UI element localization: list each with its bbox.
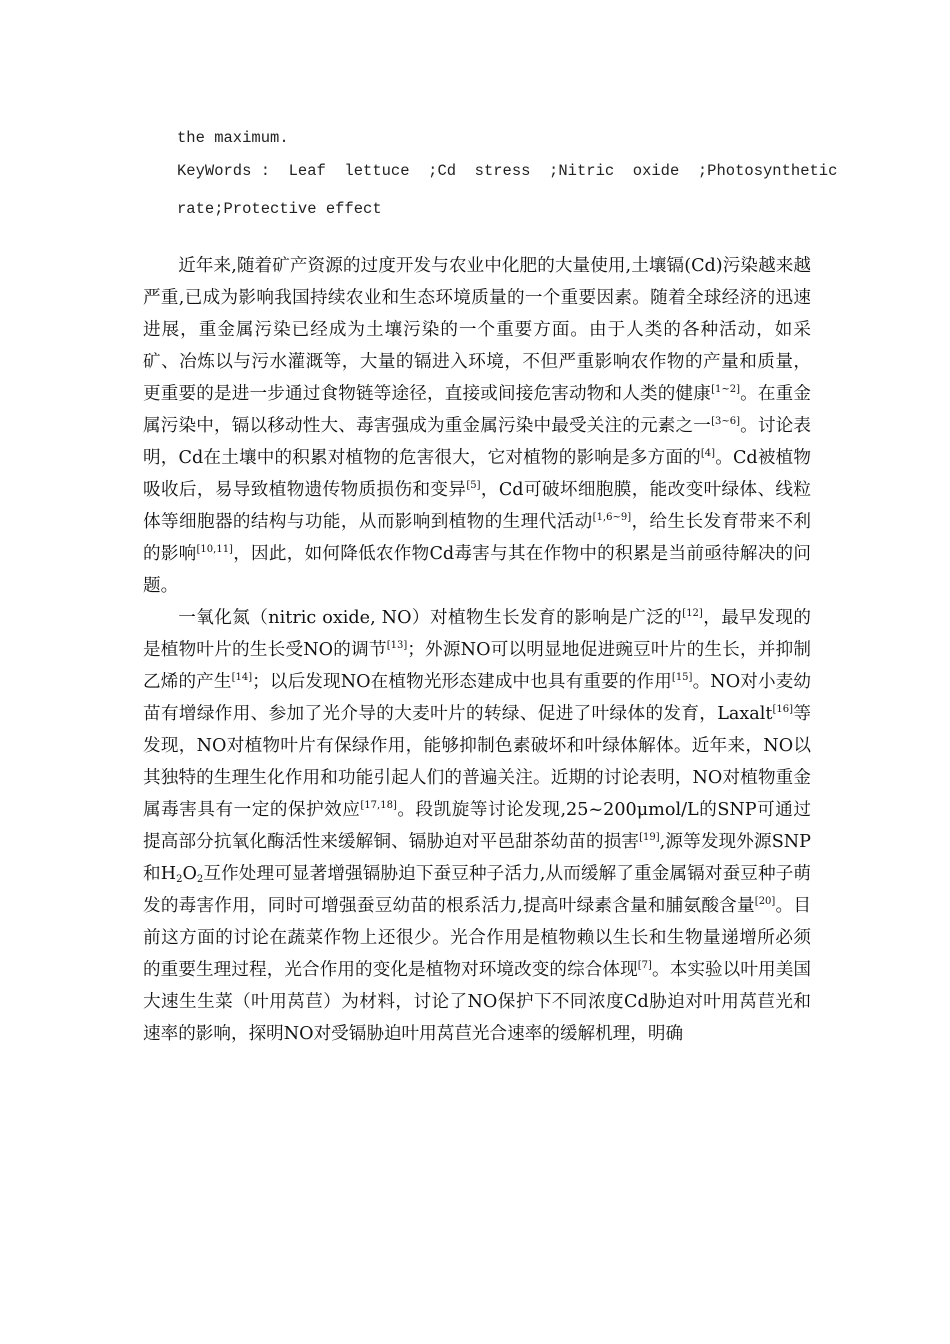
- text-run: 等发现，NO对植物叶片有保绿作用，能够抑制色素破坏和叶绿体解体。近年来，NO以其独特的生理生化作用和功能引起人们的普遍关注。近期的讨论表明，NO对植物重金属毒害具有一定的保护效应: [143, 704, 811, 820]
- text-run: 。Cd被植物吸收后，易导致植物遗传物质损伤和变异: [143, 448, 811, 500]
- text-run: ；以后发现NO在植物光形态建成中也具有重要的作用: [252, 672, 672, 692]
- text-run: ，Cd可破坏细胞膜，能改变叶绿体、线粒体等细胞器的结构与功能，从而影响到植物的生理代活动: [143, 480, 811, 532]
- paragraph-nitric-oxide: [143, 602, 811, 1050]
- citation: [20]: [754, 896, 776, 907]
- citation: [1,6~9]: [592, 512, 632, 523]
- citation: [4]: [700, 448, 716, 459]
- citation: [12]: [682, 608, 703, 619]
- body-text: [143, 250, 811, 1050]
- subscript: 2: [176, 874, 183, 885]
- citation: [14]: [231, 672, 253, 683]
- citation: [13]: [386, 640, 408, 651]
- text-run: 。目前这方面的讨论在蔬菜作物上还很少。光合作用是植物赖以生长和生物量递增所必须的重要生理过程，光合作用的变化是植物对环境改变的综合体现: [143, 896, 811, 980]
- citation: [15]: [671, 672, 693, 683]
- citation: [16]: [772, 704, 794, 715]
- text-run: O: [182, 864, 197, 884]
- citation: [10,11]: [196, 544, 233, 555]
- citation: [3~6]: [711, 416, 740, 427]
- text-run: 互作处理可显著增强镉胁迫下蚕豆种子活力,从而缓解了重金属镉对蚕豆种子萌发的毒害作用，同时可增强蚕豆幼苗的根系活力,提高叶绿素含量和脯氨酸含量: [143, 864, 811, 916]
- text-run: 一氧化氮（nitric oxide, NO）对植物生长发育的影响是广泛的: [178, 608, 683, 628]
- citation: [1~2]: [711, 384, 740, 395]
- text-run: ，给生长发育带来不利的影响: [143, 512, 811, 564]
- citation: [17,18]: [360, 800, 397, 811]
- abstract-tail-line: the maximum.: [177, 129, 289, 147]
- text-run: ，因此，如何降低农作物Cd毒害与其在作物中的积累是当前亟待解决的问题。: [143, 544, 811, 596]
- text-run: ；外源NO可以明显地促进豌豆叶片的生长，并抑制乙烯的产生: [143, 640, 811, 692]
- text-run: 近年来,随着矿产资源的过度开发与农业中化肥的大量使用,土壤镉(Cd)污染越来越严重,已成为影响我国持续农业和生态环境质量的一个重要因素。随着全球经济的迅速进展，重金属污染已经成为土壤污染的一个重要方面。由于人类的各种活动，如采矿、冶炼以与污水灌溉等，大量的镉进入环境，不但严重影响农作物的产量和质量，更重要的是进一步通过食物链等途径，直接或间接危害动物和人类的健康: [143, 256, 811, 404]
- text-run: 。本实验以叶用美国大速生生菜（叶用莴苣）为材料，讨论了NO保护下不同浓度Cd胁迫对叶用莴苣光和速率的影响，探明NO对受镉胁迫叶用莴苣光合速率的缓解机理，明确: [143, 960, 811, 1044]
- paragraph-cadmium-pollution: [143, 250, 811, 602]
- keywords-line: KeyWords : Leaf lettuce ;Cd stress ;Nitric oxide ;Photosynthetic: [177, 162, 838, 180]
- text-run: 。讨论表明，Cd在土壤中的积累对植物的危害很大，它对植物的影响是多方面的: [143, 416, 811, 468]
- text-run: 。NO对小麦幼苗有增绿作用、参加了光介导的大麦叶片的转绿、促进了叶绿体的发育，Laxalt: [143, 672, 811, 724]
- citation: [5]: [466, 480, 481, 491]
- text-run: ，最早发现的是植物叶片的生长受NO的调节: [143, 608, 811, 660]
- text-run: ,源等发现外源SNP和H: [143, 832, 811, 884]
- citation: [19]: [639, 832, 660, 843]
- text-run: 。段凯旋等讨论发现,25~200μmol/L的SNP可通过提高部分抗氧化酶活性来缓解铜、镉胁迫对平邑甜茶幼苗的损害: [143, 800, 811, 852]
- subscript: 2: [196, 874, 204, 885]
- text-run: 。在重金属污染中，镉以移动性大、毒害强成为重金属污染中最受关注的元素之一: [143, 384, 811, 436]
- keywords-continuation: rate;Protective effect: [177, 200, 382, 218]
- citation: [7]: [637, 960, 652, 971]
